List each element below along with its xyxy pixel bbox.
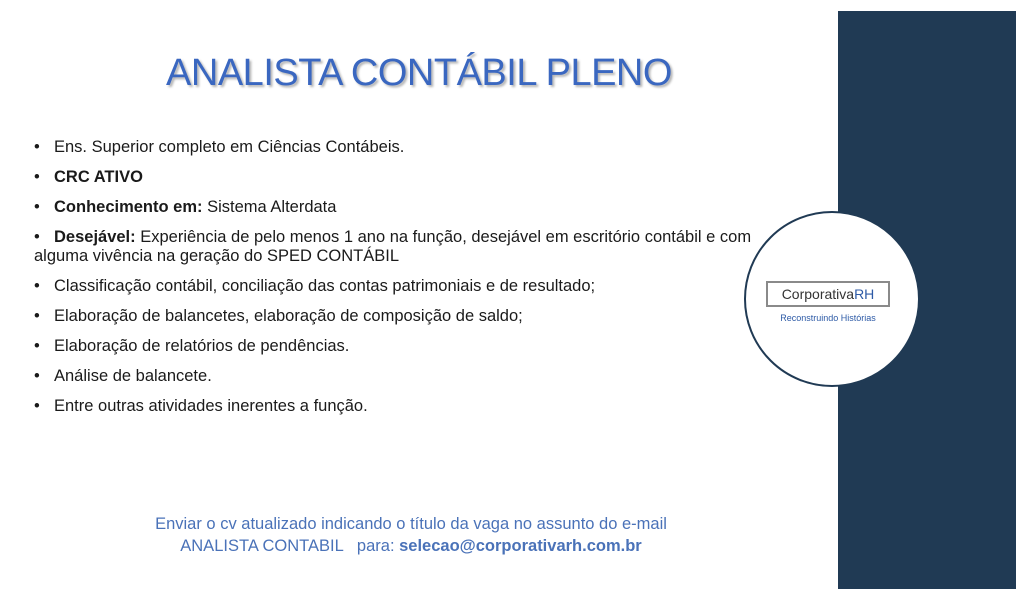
instructions-prefix: ANALISTA CONTABIL para: (180, 537, 400, 555)
bullet-icon: • (34, 198, 40, 216)
list-item-text: Análise de balancete. (54, 367, 212, 385)
list-item (34, 367, 754, 386)
list-item (34, 307, 754, 326)
list-item (34, 138, 754, 157)
bullet-icon: • (34, 138, 40, 156)
contact-email: selecao@corporativarh.com.br (399, 537, 642, 555)
list-item-text: Classificação contábil, conciliação das contas patrimoniais e de resultado; (54, 277, 596, 295)
list-item (34, 277, 754, 296)
list-item (34, 397, 754, 416)
list-item (34, 228, 754, 266)
bullet-icon: • (34, 337, 40, 355)
list-item-text: Entre outras atividades inerentes a função. (54, 397, 368, 415)
bullet-icon: • (34, 367, 40, 385)
logo-name-accent: RH (854, 286, 875, 302)
requirements-list (34, 138, 754, 427)
logo-tagline: Reconstruindo Histórias (780, 313, 876, 323)
bullet-icon: • (34, 307, 40, 325)
list-item-bold-text: Conhecimento em: (54, 198, 203, 216)
list-item-bold-text: Desejável: (54, 228, 136, 246)
list-item-text: Sistema Alterdata (202, 198, 337, 216)
list-item-text: Experiência de pelo menos 1 ano na função, desejável em escritório contábil e com alguma vivência na geração do SPED CONTÁBIL (34, 228, 752, 265)
instructions-line-2 (0, 535, 822, 557)
instructions-line-1: Enviar o cv atualizado indicando o título da vaga no assunto do e-mail (155, 515, 667, 533)
page-title: ANALISTA CONTÁBIL PLENO (166, 52, 672, 94)
list-item (34, 198, 754, 217)
list-item (34, 337, 754, 356)
list-item-text: Ens. Superior completo em Ciências Contábeis. (54, 138, 405, 156)
list-item-text: Elaboração de balancetes, elaboração de composição de saldo; (54, 307, 523, 325)
logo-name: Corporativa (781, 286, 855, 302)
application-instructions (0, 513, 822, 557)
list-item-text: Elaboração de relatórios de pendências. (54, 337, 350, 355)
bullet-icon: • (34, 277, 40, 295)
list-item (34, 168, 754, 187)
bullet-icon: • (34, 228, 40, 246)
company-logo (766, 281, 890, 307)
list-item-bold-text: CRC ATIVO (54, 168, 143, 186)
bullet-icon: • (34, 397, 40, 415)
bullet-icon: • (34, 168, 40, 186)
